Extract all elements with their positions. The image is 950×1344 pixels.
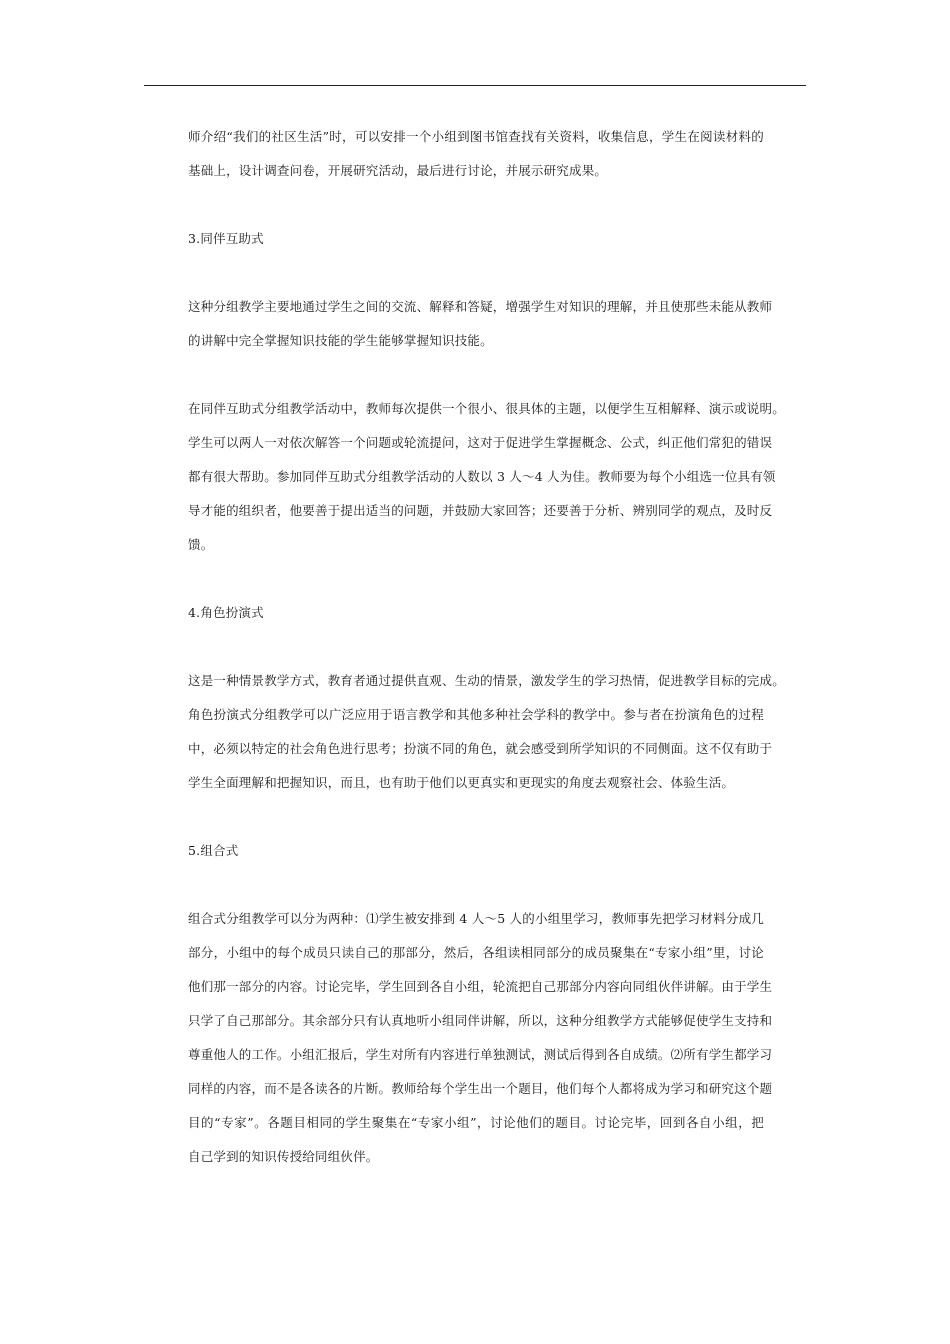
text-line: 学生可以两人一对依次解答一个问题或轮流提问，这对于促进学生掌握概念、公式，纠正他们常犯的错误 [188, 435, 773, 450]
text-line: 只学了自己那部分。其余部分只有认真地听小组同伴讲解，所以，这种分组教学方式能够促使学生支持和 [188, 1013, 773, 1028]
document-body [188, 120, 785, 1174]
paragraph [188, 392, 785, 562]
text-line: 同样的内容，而不是各读各的片断。教师给每个学生出一个题目，他们每个人都将成为学习和研究这个题 [188, 1081, 773, 1096]
paragraph [188, 902, 773, 1174]
header-rule [144, 85, 806, 86]
text-line: 组合式分组教学可以分为两种：⑴学生被安排到 4 人～5 人的小组里学习，教师事先把学习材料分成几 [188, 911, 764, 926]
text-line: 部分，小组中的每个成员只读自己的那部分，然后，各组读相同部分的成员聚集在“专家小组”里，讨论 [188, 945, 764, 960]
section-heading-text: 4.角色扮演式 [188, 605, 264, 620]
section-heading-text: 3.同伴互助式 [188, 231, 264, 246]
section-heading [188, 834, 764, 868]
section-heading [188, 222, 764, 256]
text-line: 自己学到的知识传授给同组伙伴。 [188, 1149, 379, 1164]
paragraph [188, 290, 773, 358]
text-line: 的讲解中完全掌握知识技能的学生能够掌握知识技能。 [188, 333, 493, 348]
text-line: 师介绍“我们的社区生活”时，可以安排一个小组到图书馆查找有关资料，收集信息，学生在阅读材料的 [188, 129, 764, 144]
text-line: 他们那一部分的内容。讨论完毕，学生回到各自小组，轮流把自己那部分内容向同组伙伴讲解。由于学生 [188, 979, 773, 994]
section-heading-text: 5.组合式 [188, 843, 239, 858]
text-line: 在同伴互助式分组教学活动中，教师每次提供一个很小、很具体的主题，以便学生互相解释、演示或说明。 [188, 401, 785, 416]
paragraph [188, 120, 764, 188]
text-line: 馈。 [188, 537, 214, 552]
text-line: 学生全面理解和把握知识，而且，也有助于他们以更真实和更现实的角度去观察社会、体验生活。 [188, 775, 735, 790]
text-line: 这是一种情景教学方式，教育者通过提供直观、生动的情景，激发学生的学习热情，促进教学目标的完成。 [188, 673, 785, 688]
text-line: 中，必须以特定的社会角色进行思考；扮演不同的角色，就会感受到所学知识的不同侧面。这不仅有助于 [188, 741, 773, 756]
text-line: 目的“专家”。各题目相同的学生聚集在“专家小组”，讨论他们的题目。讨论完毕，回到各自小组，把 [188, 1115, 764, 1130]
section-heading [188, 596, 764, 630]
text-line: 基础上，设计调查问卷，开展研究活动，最后进行讨论，并展示研究成果。 [188, 163, 608, 178]
text-line: 角色扮演式分组教学可以广泛应用于语言教学和其他多种社会学科的教学中。参与者在扮演角色的过程 [188, 707, 764, 722]
text-line: 尊重他人的工作。小组汇报后，学生对所有内容进行单独测试，测试后得到各自成绩。⑵所有学生都学习 [188, 1047, 773, 1062]
text-line: 这种分组教学主要地通过学生之间的交流、解释和答疑，增强学生对知识的理解，并且使那些未能从教师 [188, 299, 773, 314]
paragraph [188, 664, 785, 800]
text-line: 都有很大帮助。参加同伴互助式分组教学活动的人数以 3 人～4 人为佳。教师要为每个小组选一位具有领 [188, 469, 776, 484]
text-line: 导才能的组织者，他要善于提出适当的问题，并鼓励大家回答；还要善于分析、辨别同学的观点，及时反 [188, 503, 773, 518]
